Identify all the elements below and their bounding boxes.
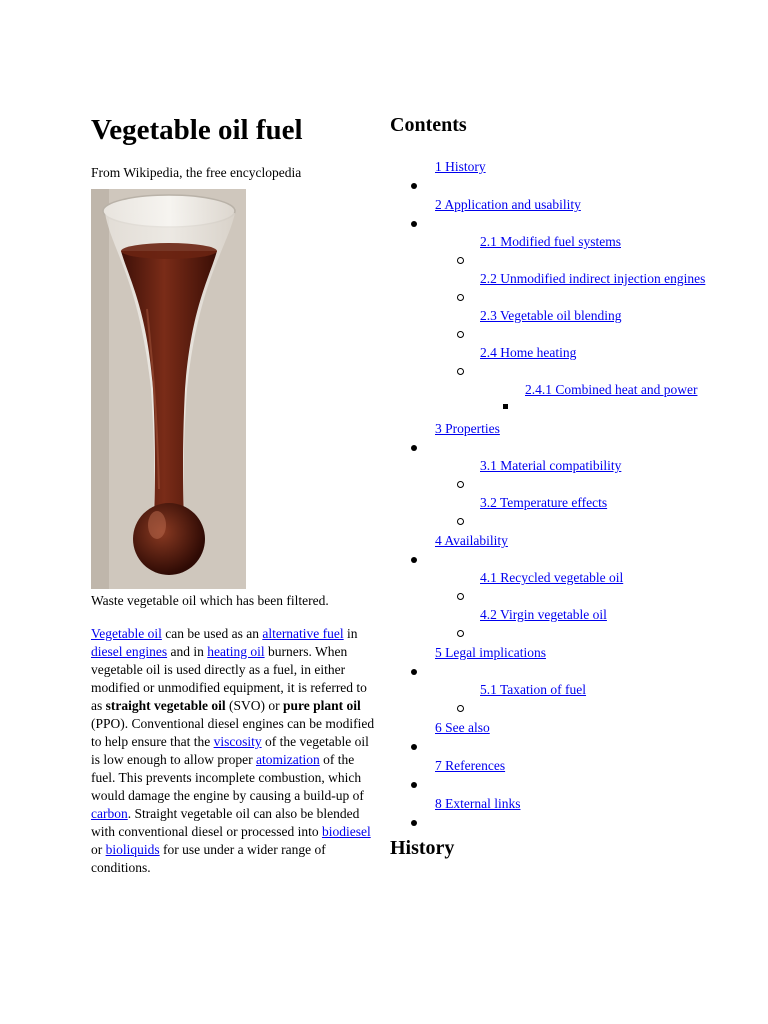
toc-link[interactable]: 2.2 Unmodified indirect injection engines	[480, 271, 706, 286]
toc-item	[435, 233, 710, 251]
bullet-circle-icon	[457, 331, 464, 338]
toc-item	[390, 757, 710, 775]
toc-item	[435, 494, 710, 512]
article-right-column	[390, 112, 710, 861]
bullet-disc-icon	[411, 669, 417, 675]
bullet-circle-icon	[457, 368, 464, 375]
toc-link[interactable]: 5.1 Taxation of fuel	[480, 682, 587, 697]
intro-link[interactable]: bioliquids	[105, 842, 160, 857]
toc-item	[435, 606, 710, 624]
bullet-disc-icon	[411, 221, 417, 227]
bullet-circle-icon	[457, 294, 464, 301]
intro-text: can be used as an	[161, 626, 263, 641]
toc-item	[390, 719, 710, 737]
bullet-disc-icon	[411, 183, 417, 189]
toc-link[interactable]: 3 Properties	[435, 421, 500, 436]
toc-link[interactable]: 3.1 Material compatibility	[480, 458, 622, 473]
toc-link[interactable]: 6 See also	[435, 720, 490, 735]
image-caption: Waste vegetable oil which has been filtered.	[91, 593, 329, 608]
intro-text: (SVO) or	[225, 698, 283, 713]
from-line: From Wikipedia, the free encyclopedia	[91, 165, 302, 180]
bullet-disc-icon	[411, 557, 417, 563]
intro-text: burners. When vegetable oil is used directly as a fuel, in either modified or unmodified equipment, it is referred to as	[91, 644, 367, 713]
intro-text: in	[343, 626, 358, 641]
bullet-circle-icon	[457, 518, 464, 525]
toc-item	[390, 420, 710, 512]
toc-list	[390, 158, 710, 813]
intro-link[interactable]: Vegetable oil	[91, 626, 162, 641]
oil-glass-image	[91, 189, 246, 589]
bullet-circle-icon	[457, 257, 464, 264]
toc-item	[390, 532, 710, 624]
intro-text: for use under a wider range of conditions.	[91, 842, 326, 875]
intro-text: and in	[167, 644, 208, 659]
intro-bold-term: pure plant oil	[282, 698, 361, 713]
toc-link[interactable]: 7 References	[435, 758, 506, 773]
bullet-disc-icon	[411, 744, 417, 750]
intro-link[interactable]: viscosity	[213, 734, 262, 749]
history-heading: History	[390, 837, 455, 859]
toc-item	[390, 158, 710, 176]
article-left-column	[91, 112, 381, 877]
bullet-disc-icon	[411, 782, 417, 788]
bullet-circle-icon	[457, 705, 464, 712]
toc-link[interactable]: 4.1 Recycled vegetable oil	[480, 570, 624, 585]
intro-link[interactable]: biodiesel	[321, 824, 371, 839]
toc-link[interactable]: 4.2 Virgin vegetable oil	[480, 607, 607, 622]
toc-item	[435, 270, 710, 288]
bullet-disc-icon	[411, 820, 417, 826]
toc-link[interactable]: 2 Application and usability	[435, 197, 581, 212]
toc-item	[435, 344, 710, 400]
toc-item	[435, 307, 710, 325]
toc-item	[390, 795, 710, 813]
page-title: Vegetable oil fuel	[91, 114, 303, 146]
toc-link[interactable]: 2.3 Vegetable oil blending	[480, 308, 622, 323]
intro-link[interactable]: diesel engines	[91, 644, 168, 659]
intro-link[interactable]: carbon	[91, 806, 128, 821]
intro-link[interactable]: heating oil	[207, 644, 265, 659]
toc-link[interactable]: 8 External links	[435, 796, 521, 811]
bullet-disc-icon	[411, 445, 417, 451]
toc-item	[435, 681, 710, 699]
intro-text: or	[91, 842, 106, 857]
intro-paragraph	[91, 625, 377, 877]
toc-item	[480, 380, 710, 400]
toc-sublist	[480, 380, 710, 400]
toc-sublist	[435, 569, 710, 624]
bullet-square-icon	[503, 404, 508, 409]
toc-item	[435, 569, 710, 587]
bullet-circle-icon	[457, 593, 464, 600]
bullet-circle-icon	[457, 630, 464, 637]
oil-glass-illustration	[91, 189, 246, 589]
intro-text: (PPO). Conventional diesel engines can be modified to help ensure that the	[91, 716, 375, 749]
intro-text: of the fuel. This prevents incomplete combustion, which would damage the engine by causing a build-up of	[91, 752, 364, 803]
toc-sublist	[435, 457, 710, 512]
intro-text: of the vegetable oil is low enough to allow proper	[91, 734, 369, 767]
intro-link[interactable]: alternative fuel	[262, 626, 344, 641]
toc-link[interactable]: 2.4 Home heating	[480, 345, 577, 360]
toc-sublist	[435, 233, 710, 400]
toc-link[interactable]: 2.1 Modified fuel systems	[480, 234, 621, 249]
toc-link[interactable]: 2.4.1 Combined heat and power	[525, 382, 698, 397]
intro-link[interactable]: atomization	[255, 752, 320, 767]
toc-item	[390, 196, 710, 400]
toc-item	[435, 457, 710, 475]
toc-link[interactable]: 3.2 Temperature effects	[480, 495, 608, 510]
toc-sublist	[435, 681, 710, 699]
table-of-contents	[390, 158, 710, 813]
toc-link[interactable]: 4 Availability	[435, 533, 508, 548]
toc-item	[390, 644, 710, 699]
toc-link[interactable]: 5 Legal implications	[435, 645, 546, 660]
intro-text: . Straight vegetable oil can also be blended with conventional diesel or processed into	[91, 806, 360, 839]
bullet-circle-icon	[457, 481, 464, 488]
intro-bold-term: straight vegetable oil	[105, 698, 226, 713]
contents-title: Contents	[390, 114, 467, 136]
toc-link[interactable]: 1 History	[435, 159, 486, 174]
